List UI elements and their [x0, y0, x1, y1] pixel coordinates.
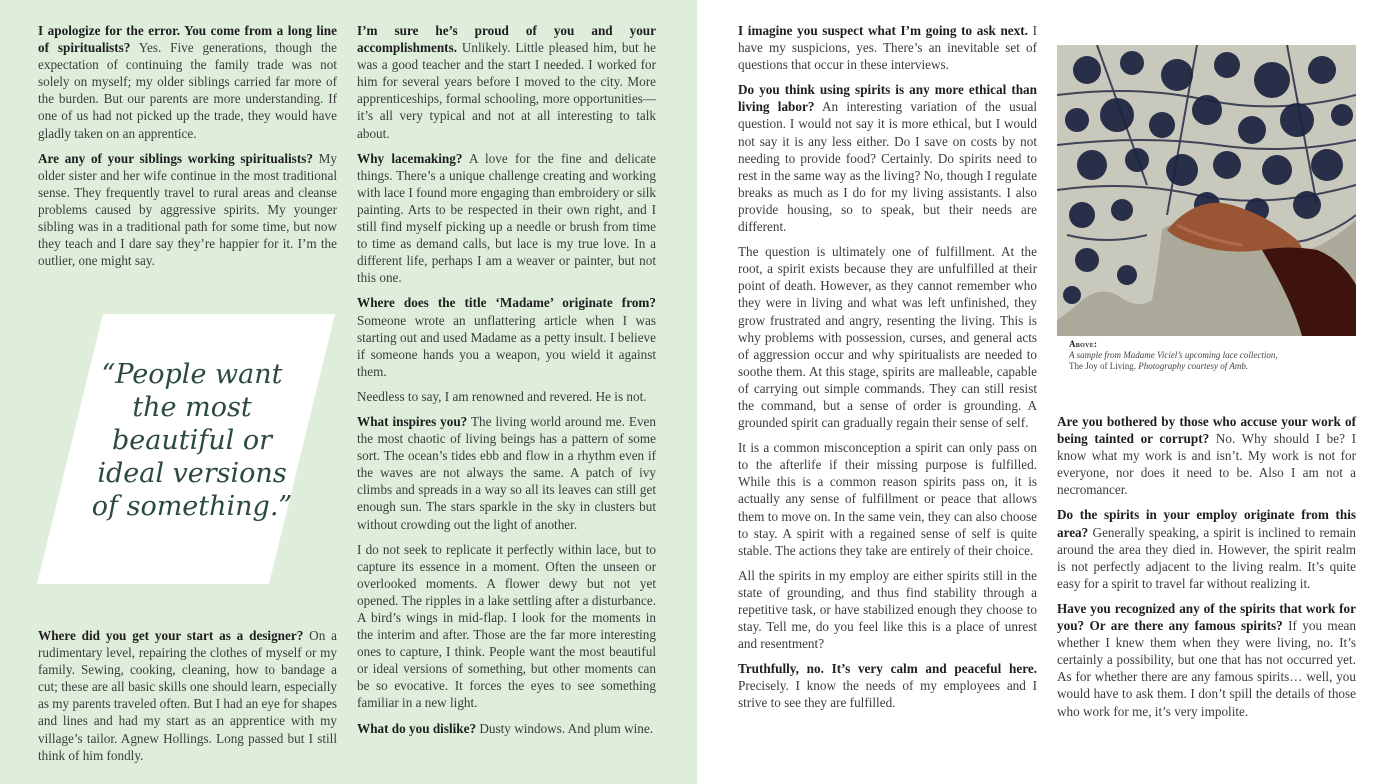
quote-line: beautiful or	[112, 425, 272, 456]
qa-paragraph	[1057, 600, 1356, 720]
question: Are any of your siblings working spiritualists?	[38, 150, 313, 166]
answer: It is a common misconception a spirit can only pass on to the afterlife if their missing purpose is fulfilled. While this is a common reason spirits pass on, it is actually any sense of fulfillment or peace that allows them to move on. In the same vein, they can also choose to stay. A spirit with a regained sense of self is quite stable. The actions they take are entirely of their choice.	[738, 440, 1037, 558]
quote-line: ideal versions	[97, 458, 287, 489]
qa-paragraph	[1057, 506, 1356, 591]
quote-line: of something.”	[91, 491, 293, 522]
body-paragraph	[738, 243, 1037, 431]
qa-paragraph	[738, 22, 1037, 73]
question: I’m sure he’s proud of you and your accomplishments.	[357, 23, 656, 56]
question: Are you bothered by those who accuse your work of being tainted or corrupt?	[1057, 414, 1356, 447]
answer: Unlikely. Little pleased him, but he was a good teacher and the start I needed. I worked for him for several years before I moved to the city. More apprenticeships, formal schooling, more opportunities—it’s all very typical and not at all interesting to talk about.	[357, 40, 656, 141]
qa-paragraph	[38, 627, 337, 764]
question: Truthfully, no. It’s very calm and peaceful here.	[738, 661, 1037, 677]
answer: If you mean whether I knew them when they were living, no. It’s certainly a possibility, but one that has not occurred yet. As for whether there are any famous spirits… well, you would have to ask them. I don’t spill the details of those who work for me, it’s very impolite.	[1057, 618, 1356, 719]
column-1-bottom	[38, 627, 337, 772]
quote-line: the most	[132, 392, 252, 423]
answer: I do not seek to replicate it perfectly within lace, but to capture its essence in a moment. Often the unseen or overlooked moments. A flower dewy but not yet opened. The ripples in a lake settling after a disturbance. A bird’s wings in mid-flap. I look for the moments in the interim and after. Those are the far more interesting ones to capture, I think. People want the most beautiful or ideal versions of something, but other moments can be so evocative. It forces the eyes to see something familiar in a new light.	[357, 541, 656, 711]
qa-paragraph	[357, 413, 656, 533]
answer: I have my suspicions, yes. There’s an inevitable set of questions that occur in these interviews.	[738, 23, 1037, 73]
answer: The living world around me. Even the most chaotic of living beings has a pattern of some sort. The ocean’s tides ebb and flow in a rhythm even if the waves are not always the same. A patch of ivy climbs and spreads in a way so all its leaves can still get enough sun. The stars sparkle in the sky in clusters but without crowding out the light of another.	[357, 413, 656, 532]
answer: No. Why should I be? I know what my work is and isn’t. My work is not for everyone, nor does it need to be. Also I am not a necromancer.	[1057, 431, 1356, 498]
lace-hand-illustration	[1057, 45, 1356, 336]
answer: All the spirits in my employ are either spirits still in the state of grounding, and thus find stability through a repetitive task, or have stabilized enough they choose to stay. Tell me, do you feel like this is a place of unrest and resentment?	[738, 567, 1037, 652]
answer: Generally speaking, a spirit is inclined to remain around the area they died in. However, the spirit realm is not perfectly adjacent to the living realm. It’s quite easy for a spirit to travel far without realizing it.	[1057, 524, 1356, 591]
question: Do the spirits in your employ originate from this area?	[1057, 507, 1356, 540]
question: I imagine you suspect what I’m going to ask next.	[738, 23, 1028, 38]
question: Why lacemaking?	[357, 150, 463, 166]
answer: Dusty windows. And plum wine.	[476, 720, 654, 736]
body-paragraph	[357, 541, 656, 712]
caption-description: A sample from Madame Viciel’s upcoming lace collection,	[1069, 350, 1278, 360]
qa-paragraph	[738, 660, 1037, 711]
question: What do you dislike?	[357, 720, 477, 736]
qa-paragraph	[1057, 413, 1356, 498]
answer: Needless to say, I am renowned and revered. He is not.	[357, 388, 647, 404]
qa-paragraph	[357, 294, 656, 379]
qa-paragraph	[38, 150, 337, 270]
caption-credit: Photography courtesy of Amb.	[1136, 361, 1249, 371]
column-4	[1057, 413, 1356, 728]
column-3	[738, 22, 1037, 720]
qa-paragraph	[357, 22, 656, 142]
question: Do you think using spirits is any more ethical than living labor?	[738, 82, 1037, 115]
body-paragraph	[738, 567, 1037, 652]
answer: A love for the fine and delicate things. There’s a unique challenge creating and working with lace I found more engaging than embroidery or silk painting. Arts to be respected in their own right, and I still find myself picking up a needle or brush from time to time as demand calls, but lace is my true love. In a different life, perhaps I am a weaver or painter, but not this one.	[357, 150, 656, 286]
qa-paragraph	[38, 22, 337, 142]
column-2	[357, 22, 656, 745]
answer: The question is ultimately one of fulfillment. At the root, a spirit exists because they are unfulfilled at their point of death. However, as they cannot remember who they were in living and what was left unfinished, they grow frustrated and angry, resenting the living. This is why problems with possession, curses, and general acts of aggression occur and why spiritualists are needed to soothe them. At this stage, spirits are malleable, capable of carrying out simple commands. They can still resist the command, but a sense of order is grounding. A grounded spirit can gradually regain their sense of self.	[738, 244, 1037, 431]
qa-paragraph	[357, 150, 656, 287]
answer: An interesting variation of the usual question. I would not say it is more ethical, but I would not say it is any less either. Do I save on costs by not needing to provide food? Certainly. Do spirits need to rest in the same way as the living? No, though I regulate breaks as much as I do for my living assistants. I also provide housing, so to speak, but their needs are different.	[738, 99, 1037, 235]
qa-paragraph	[357, 720, 656, 737]
body-paragraph	[357, 388, 656, 405]
answer: On a rudimentary level, repairing the clothes of myself or my family. Sewing, cooking, cleaning, how to bandage a cut; these are all basic skills one should learn, especially as my parents traveled often. But I had an eye for shapes and lines and had my start as an apprentice with my village’s tailor. Agnew Hollings. Long passed but I still think of him fondly.	[38, 628, 337, 763]
pull-quote	[37, 314, 335, 584]
answer: Someone wrote an unflattering article when I was starting out and used Madame as a petty insult. I believe if someone hands you a weapon, you wield it against them.	[357, 312, 656, 379]
caption-label: Above:	[1069, 339, 1098, 349]
answer: My older sister and her wife continue in the most traditional sense. They frequently travel to rural areas and cleanse problems caused by aggressive spirits. My younger sibling was in a traditional path for some time, but now they teach and I dare say they’re happier for it. I’m the outlier, one might say.	[38, 150, 337, 269]
question: Where did you get your start as a designer?	[38, 628, 304, 643]
answer: Yes. Five generations, though the expectation of continuing the family trade was not solely on myself; my older siblings carried far more of the burden. But our parents are more understanding. If one of us had not picked up the trade, they would have gladly taken on an apprentice.	[38, 40, 337, 141]
question: Where does the title ‘Madame’ originate from?	[357, 295, 656, 311]
body-paragraph	[738, 439, 1037, 559]
lace-photo	[1057, 45, 1356, 336]
column-1-top	[38, 22, 337, 277]
qa-paragraph	[738, 81, 1037, 235]
pull-quote-text	[67, 358, 317, 523]
question: Have you recognized any of the spirits that work for you? Or are there any famous spirits?	[1057, 600, 1356, 634]
quote-line: “People want	[101, 359, 283, 390]
question: What inspires you?	[357, 413, 468, 429]
photo-caption	[1069, 339, 1359, 372]
answer: Precisely. I know the needs of my employees and I strive to see they are fulfilled.	[738, 678, 1037, 711]
caption-collection-title: The Joy of Living.	[1069, 361, 1136, 371]
question: I apologize for the error. You come from a long line of spiritualists?	[38, 23, 337, 56]
